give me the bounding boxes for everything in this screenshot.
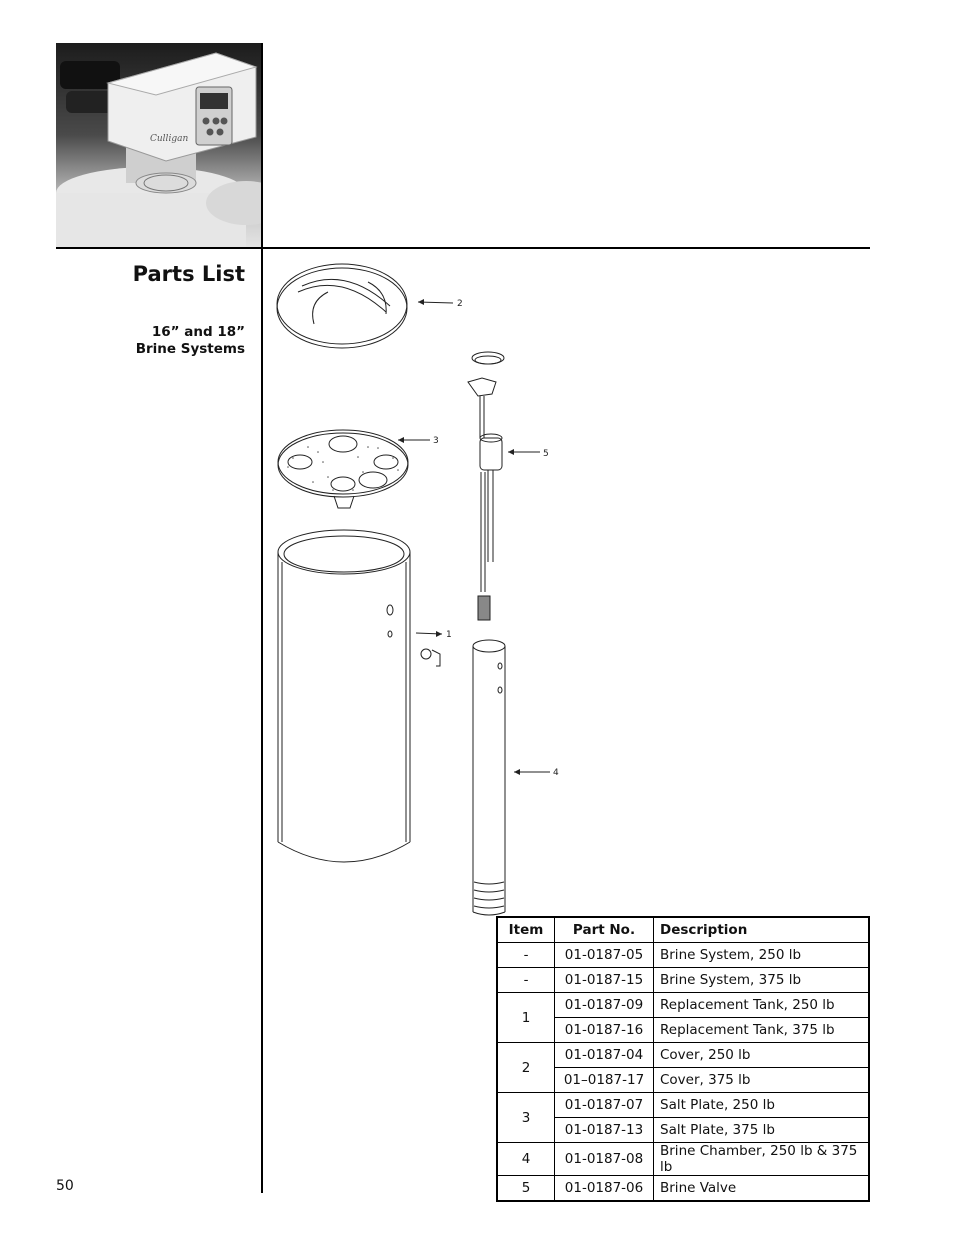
part-no-cell: 01-0187-09 [555, 993, 654, 1018]
table-row [497, 993, 869, 1018]
page-subtitle [100, 324, 245, 358]
item-cell: - [497, 943, 555, 968]
item-cell: 3 [497, 1093, 555, 1143]
vertical-rule [261, 43, 263, 1193]
control-valve-illustration [56, 43, 262, 247]
callout-5: 5 [543, 449, 549, 459]
description-cell: Cover, 375 lb [654, 1068, 870, 1093]
table-row [497, 1143, 869, 1176]
part-no-cell: 01–0187-17 [555, 1068, 654, 1093]
header-part-no: Part No. [555, 917, 654, 943]
photo-logo-text: Culligan [150, 134, 189, 144]
description-cell: Salt Plate, 375 lb [654, 1118, 870, 1143]
table-row [497, 1043, 869, 1068]
header-item: Item [497, 917, 555, 943]
salt-plate-part [278, 430, 408, 508]
replacement-tank-part [278, 530, 410, 862]
parts-table [496, 916, 870, 1202]
table-row [497, 968, 869, 993]
callout-2: 2 [457, 299, 463, 309]
callout-1: 1 [446, 630, 452, 640]
part-no-cell: 01-0187-16 [555, 1018, 654, 1043]
brine-valve-part [468, 352, 504, 620]
description-cell: Cover, 250 lb [654, 1043, 870, 1068]
table-row [497, 943, 869, 968]
item-cell: 5 [497, 1176, 555, 1202]
part-no-cell: 01-0187-13 [555, 1118, 654, 1143]
item-cell: 4 [497, 1143, 555, 1176]
subtitle-line-2: Brine Systems [135, 341, 245, 357]
item-cell: - [497, 968, 555, 993]
part-no-cell: 01-0187-07 [555, 1093, 654, 1118]
description-cell: Brine System, 250 lb [654, 943, 870, 968]
description-cell: Replacement Tank, 250 lb [654, 993, 870, 1018]
callout-3: 3 [433, 436, 439, 446]
description-cell: Salt Plate, 250 lb [654, 1093, 870, 1118]
part-no-cell: 01-0187-15 [555, 968, 654, 993]
elbow-fitting-part [421, 649, 440, 666]
table-row [497, 1093, 869, 1118]
table-header-row [497, 917, 869, 943]
description-cell: Brine System, 375 lb [654, 968, 870, 993]
brine-chamber-part [473, 640, 505, 915]
part-no-cell: 01-0187-04 [555, 1043, 654, 1068]
part-no-cell: 01-0187-05 [555, 943, 654, 968]
table-row [497, 1176, 869, 1202]
subtitle-line-1: 16” and 18” [151, 324, 245, 340]
page-title: Parts List [132, 262, 245, 286]
description-cell: Brine Valve [654, 1176, 870, 1202]
callout-4: 4 [553, 768, 559, 778]
page-number: 50 [56, 1178, 74, 1194]
part-no-cell: 01-0187-06 [555, 1176, 654, 1202]
product-photo [56, 43, 262, 247]
exploded-view-illustration [268, 262, 568, 922]
cover-part [277, 264, 407, 348]
description-cell: Replacement Tank, 375 lb [654, 1018, 870, 1043]
parts-diagram [268, 262, 568, 926]
horizontal-rule [56, 247, 870, 249]
item-cell: 2 [497, 1043, 555, 1093]
header-description: Description [654, 917, 870, 943]
item-cell: 1 [497, 993, 555, 1043]
part-no-cell: 01-0187-08 [555, 1143, 654, 1176]
description-cell: Brine Chamber, 250 lb & 375 lb [654, 1143, 870, 1176]
